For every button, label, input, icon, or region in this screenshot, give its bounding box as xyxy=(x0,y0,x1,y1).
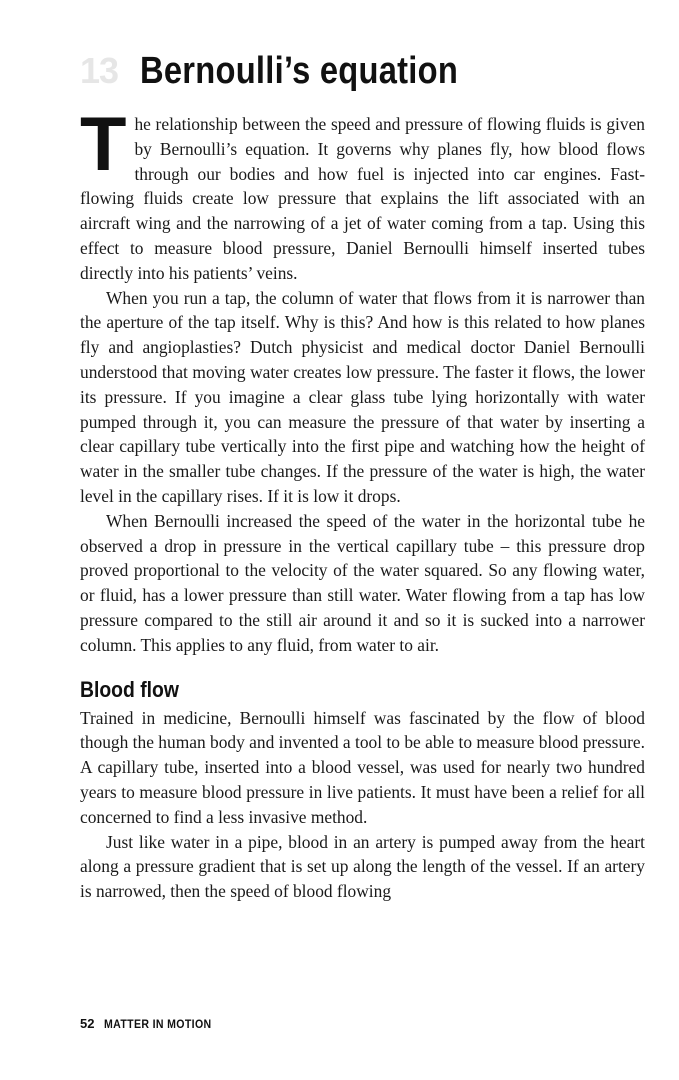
body-paragraph: When Bernoulli increased the speed of the water in the horizontal tube he observed a drop in pressure in the vertical capillary tube – this pressure drop proved proportional to the velocity of the water squared. So any flowing water, or fluid, has a lower pressure than still water. Water flowing from a tap has low pressure compared to the still air around it and so it is sucked into a narrower column. This applies to any fluid, from water to air. xyxy=(80,510,645,655)
chapter-title: Bernoulli’s equation xyxy=(140,49,459,92)
intro-paragraph xyxy=(80,102,645,286)
drop-cap: T xyxy=(80,102,127,187)
book-page xyxy=(80,40,645,904)
running-title: MATTER IN MOTION xyxy=(104,1016,212,1031)
section-paragraph: Trained in medicine, Bernoulli himself was fascinated by the flow of blood though the human body and invented a tool to be able to measure blood pressure. A capillary tube, inserted into a blood vessel, was used for nearly two hundred years to measure blood pressure in live patients. It must have been a relief for all concerned to find a less invasive method. xyxy=(80,707,645,827)
chapter-heading xyxy=(80,40,645,102)
chapter-number: 13 xyxy=(80,50,119,91)
body-paragraph: When you run a tap, the column of water that flows from it is narrower than the aperture of the tap itself. Why is this? And how is this related to how planes fly and angioplasties? Dutch physicist and medical doctor Daniel Bernoulli understood that moving water creates low pressure. The faster it flows, the lower its pressure. If you imagine a clear glass tube lying horizontally with water pumped through it, you can measure the pressure of that water by inserting a clear capillary tube vertically into the first pipe and watching how the height of water in the smaller tube changes. If the pressure of the water is high, the water level in the capillary rises. If it is low it drops. xyxy=(80,287,645,506)
section-heading: Blood flow xyxy=(80,676,179,702)
section-paragraph: Just like water in a pipe, blood in an artery is pumped away from the heart along a pressure gradient that is set up along the length of the vessel. If an artery is narrowed, then the speed of blood flowing xyxy=(80,831,645,902)
page-number: 52 xyxy=(80,1016,95,1031)
intro-text: he relationship between the speed and pressure of flowing fluids is given by Bernoulli’s equation. It governs why planes fly, how blood flows through our bodies and how fuel is injected into car engines. Fast-flowing fluids create low pressure that explains the lift associated with an aircraft wing and the narrowing of a jet of water coming from a tap. Using this effect to measure blood pressure, Daniel Bernoulli himself inserted tubes directly into his patients’ veins. xyxy=(80,114,645,283)
page-footer xyxy=(80,1016,227,1031)
